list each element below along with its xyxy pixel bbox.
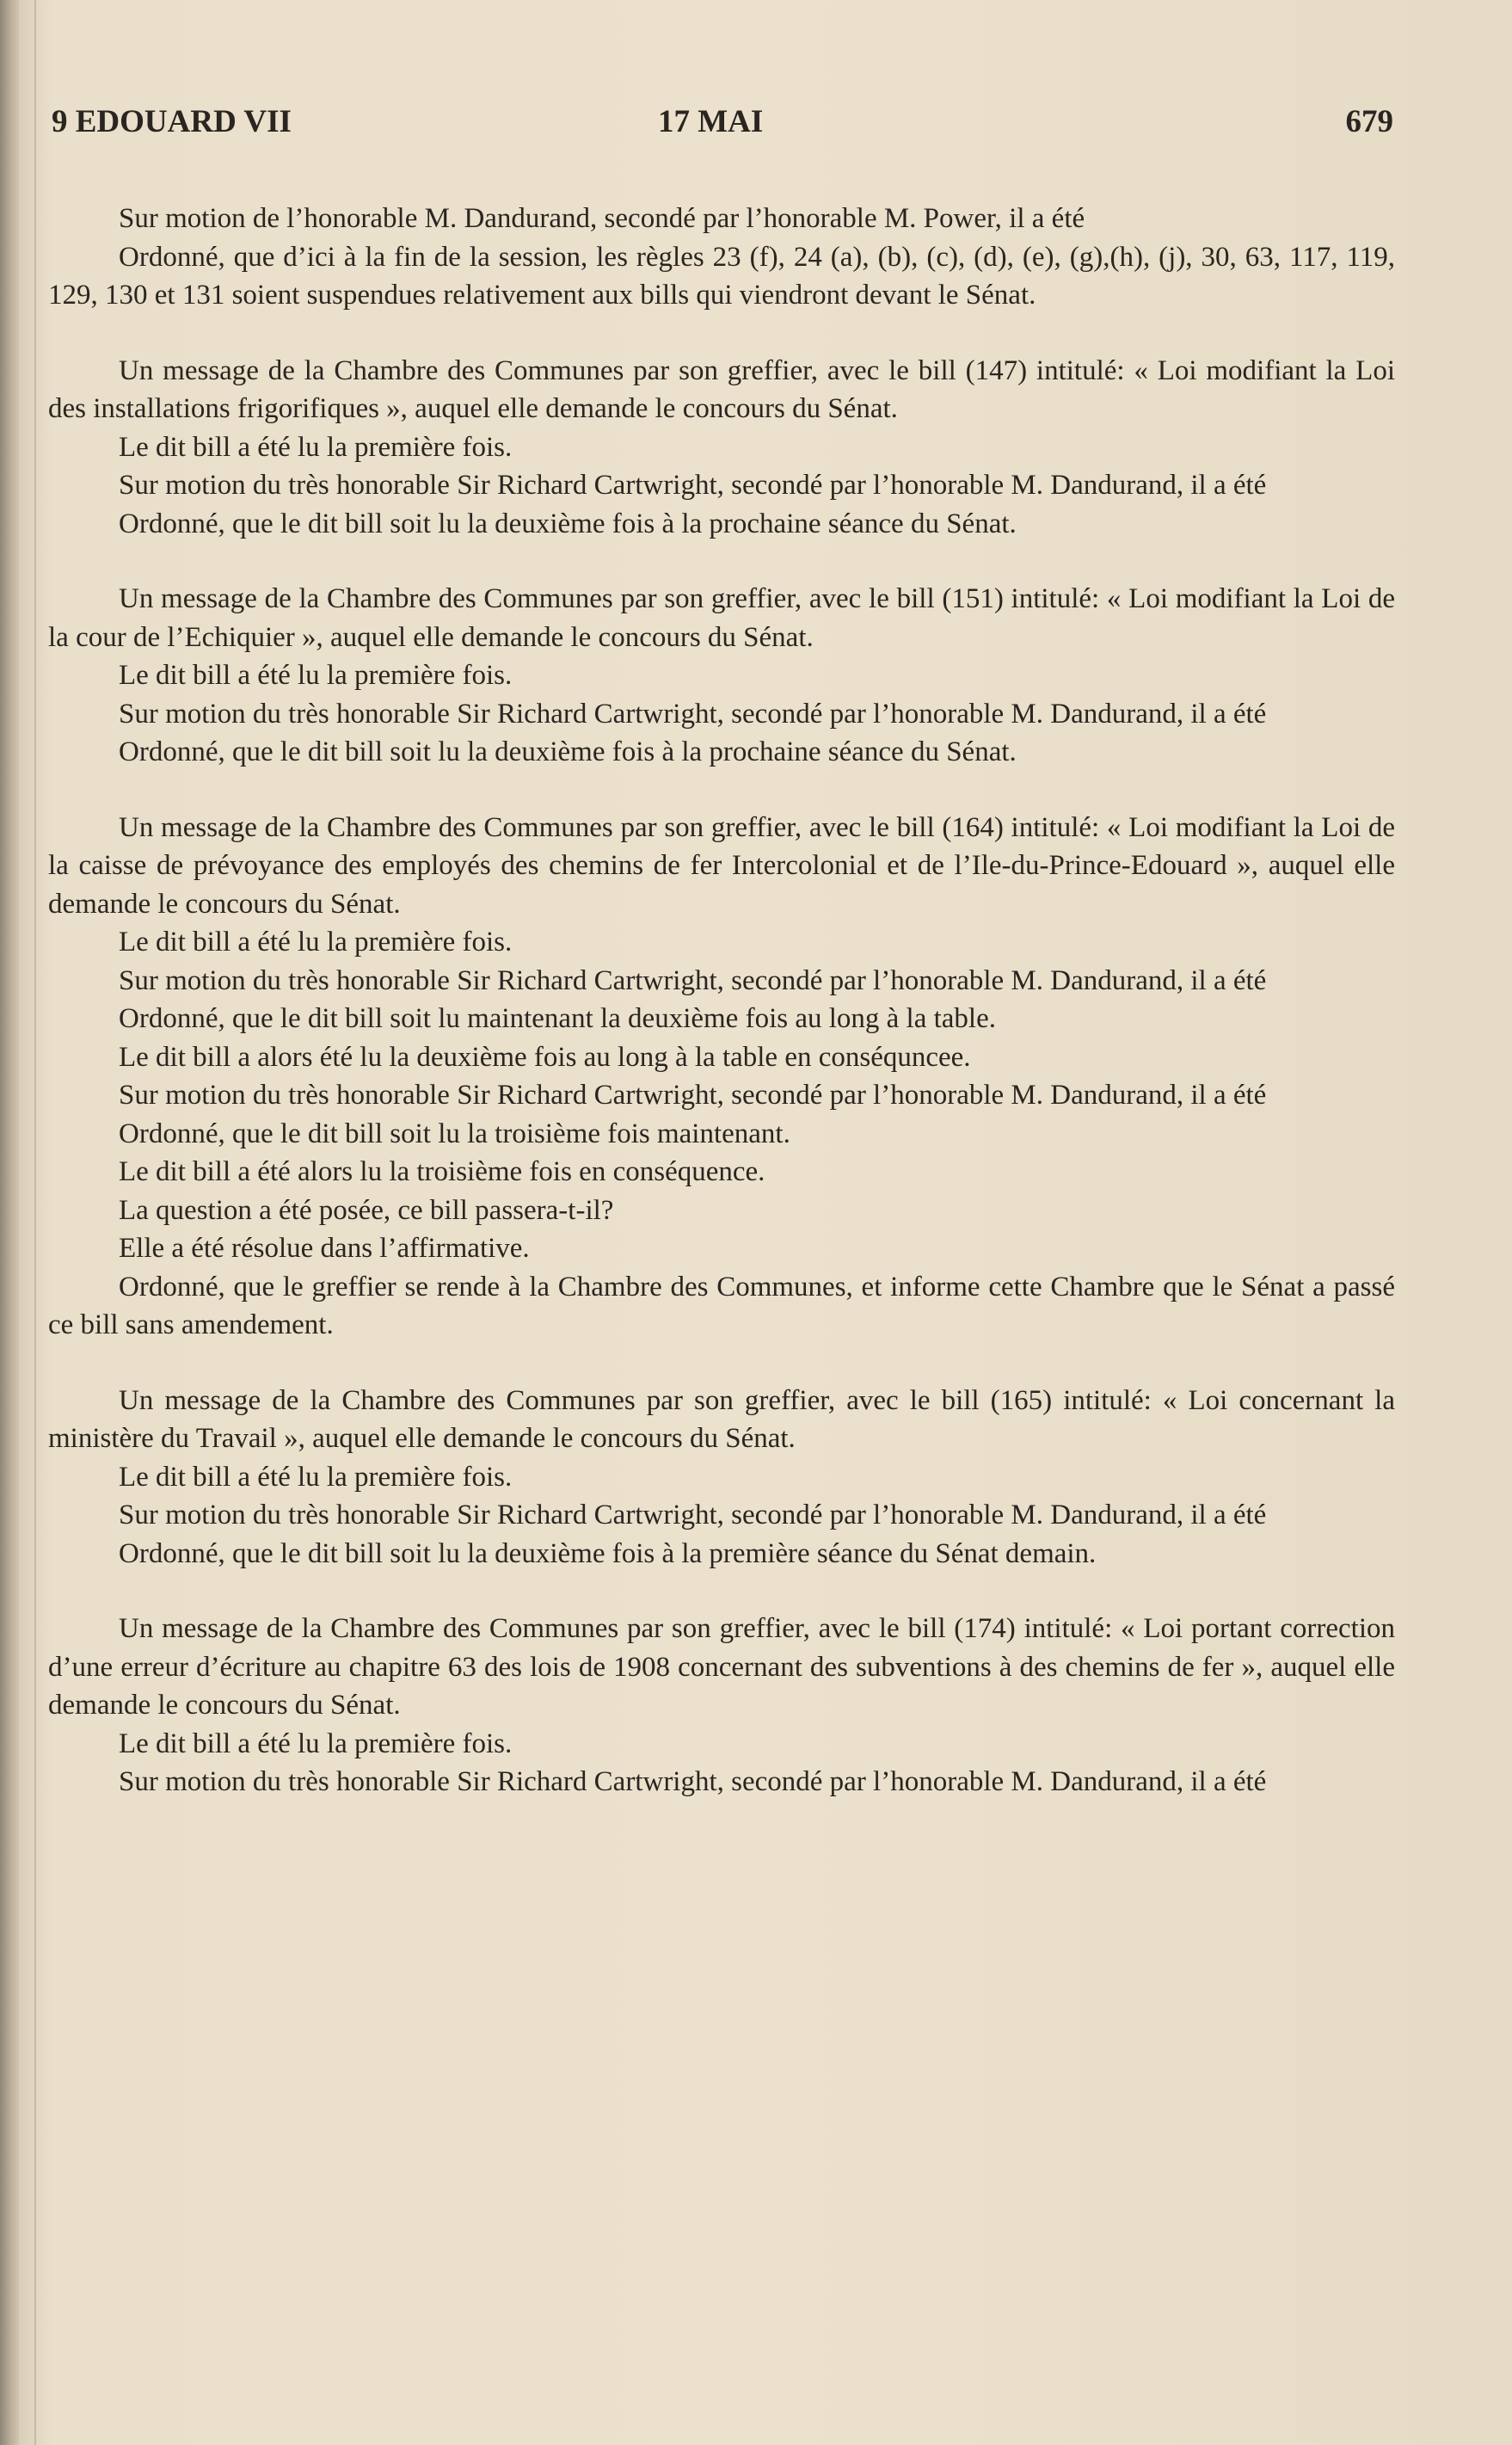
order-line: Ordonné, que le dit bill soit lu maintenant la deuxième fois au long à la table. (119, 1003, 996, 1034)
paragraph-bill-164 (48, 809, 1395, 1345)
motion-line: Sur motion du très honorable Sir Richard Cartwright, secondé par l’honorable M. Dandurand, il a été (119, 1080, 1267, 1111)
paragraph-bill-165 (48, 1382, 1395, 1574)
paragraph-bill-147 (48, 352, 1395, 544)
order-line: Ordonné, que le dit bill soit lu la deuxième fois à la prochaine séance du Sénat. (119, 508, 1017, 539)
first-reading-line: Le dit bill a été lu la première fois. (119, 660, 513, 691)
motion-line: Sur motion du très honorable Sir Richard Cartwright, secondé par l’honorable M. Dandurand, il a été (119, 1766, 1267, 1797)
motion-line: Sur motion du très honorable Sir Richard Cartwright, secondé par l’honorable M. Dandurand, il a été (119, 470, 1267, 501)
header-regnal-year: 9 EDOUARD VII (52, 104, 292, 139)
running-header (52, 103, 1393, 146)
first-reading-line: Le dit bill a été lu la première fois. (119, 1728, 513, 1759)
motion-line: Sur motion du très honorable Sir Richard Cartwright, secondé par l’honorable M. Dandurand, il a été (119, 1500, 1267, 1530)
order-line: Ordonné, que le dit bill soit lu la deuxième fois à la prochaine séance du Sénat. (119, 736, 1017, 767)
order-line: Ordonné, que le dit bill soit lu la troisième fois maintenant. (119, 1118, 790, 1149)
second-reading-line: Le dit bill a alors été lu la deuxième fois au long à la table en conséquncee. (119, 1041, 971, 1073)
paragraph-bill-151 (48, 580, 1395, 772)
paragraph-bill-174 (48, 1610, 1395, 1801)
message-line: Un message de la Chambre des Communes par son greffier, avec le bill (165) intitulé: « Loi concernant la ministère du Travail », auquel elle demande le concours du Sénat. (48, 1384, 1395, 1454)
first-reading-line: Le dit bill a été lu la première fois. (119, 927, 513, 958)
page-number: 679 (1345, 104, 1393, 139)
third-reading-line: Le dit bill a été alors lu la troisième fois en conséquence. (119, 1156, 765, 1187)
journal-text (48, 200, 1395, 1838)
resolution-line: Elle a été résolue dans l’affirmative. (119, 1233, 530, 1264)
header-date: 17 MAI (658, 104, 764, 139)
paragraph-rules-suspension (48, 200, 1395, 315)
message-line: Un message de la Chambre des Communes par son greffier, avec le bill (164) intitulé: « Loi modifiant la Loi de la caisse de prévoyance des employés des chemins de fer Intercolonial et de l’Ile-du-Prince-Edouard », auquel elle demande le concours du Sénat. (48, 811, 1395, 920)
order-line: Ordonné, que le greffier se rende à la Chambre des Communes, et informe cette Chambre que le Sénat a passé ce bill sans amendement. (48, 1271, 1395, 1340)
order-line: Ordonné, que d’ici à la fin de la session, les règles 23 (f), 24 (a), (b), (c), (d), (e), (g),(h), (j), 30, 63, 117, 119, 129, 130 et 131 soient suspendues relativement aux bills qui viendront devant le Sénat. (48, 241, 1395, 311)
motion-line: Sur motion de l’honorable M. Dandurand, secondé par l’honorable M. Power, il a été (119, 203, 1085, 234)
message-line: Un message de la Chambre des Communes par son greffier, avec le bill (151) intitulé: « Loi modifiant la Loi de la cour de l’Echiquier », auquel elle demande le concours du Sénat. (48, 583, 1395, 653)
first-reading-line: Le dit bill a été lu la première fois. (119, 1461, 513, 1493)
message-line: Un message de la Chambre des Communes par son greffier, avec le bill (174) intitulé: « Loi portant correction d’une erreur d’écriture au chapitre 63 des lois de 1908 concernant des subventions à des chemins de fer », auquel elle demande le concours du Sénat. (48, 1613, 1395, 1721)
book-binding-edge (0, 0, 19, 2445)
message-line: Un message de la Chambre des Communes par son greffier, avec le bill (147) intitulé: « Loi modifiant la Loi des installations frigorifiques », auquel elle demande le concours du Sénat. (48, 354, 1395, 424)
first-reading-line: Le dit bill a été lu la première fois. (119, 431, 513, 463)
motion-line: Sur motion du très honorable Sir Richard Cartwright, secondé par l’honorable M. Dandurand, il a été (119, 964, 1267, 996)
binding-shadow-line (34, 0, 36, 2445)
order-line: Ordonné, que le dit bill soit lu la deuxième fois à la première séance du Sénat demain. (119, 1537, 1097, 1569)
question-line: La question a été posée, ce bill passera-t-il? (119, 1194, 614, 1226)
motion-line: Sur motion du très honorable Sir Richard Cartwright, secondé par l’honorable M. Dandurand, il a été (119, 698, 1267, 730)
